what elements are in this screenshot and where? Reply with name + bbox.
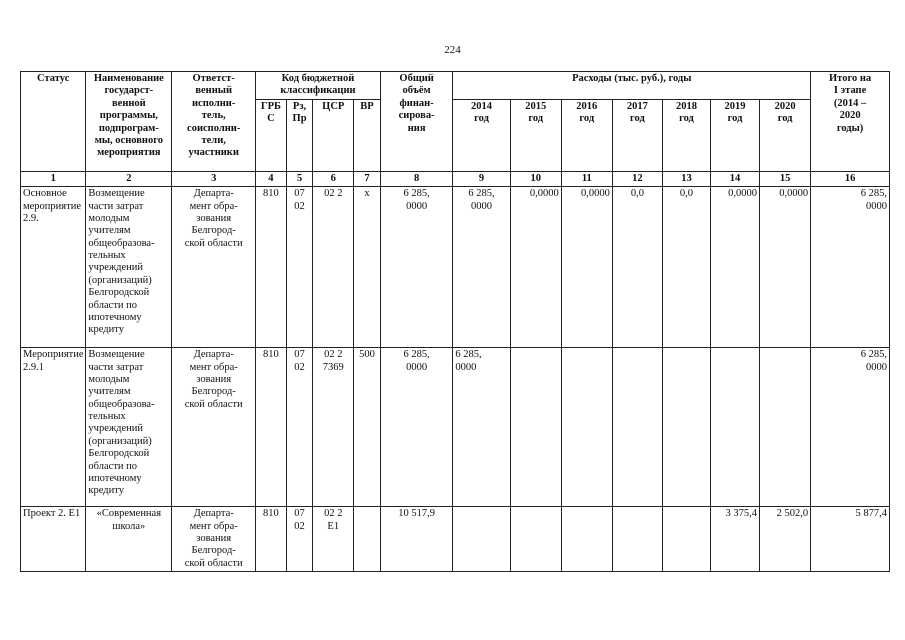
header-rzpr: Рз, Пр	[286, 99, 313, 171]
row-vr: х	[354, 187, 381, 348]
header-year-2018: 2018 год	[662, 99, 710, 171]
column-number: 13	[662, 171, 710, 186]
header-year-2019: 2019 год	[710, 99, 759, 171]
row-year-2015	[510, 348, 561, 507]
column-number: 6	[313, 171, 354, 186]
row-status: Мероприятие 2.9.1	[21, 348, 86, 507]
row-itogo: 5 877,4	[811, 507, 890, 572]
row-rzpr: 07 02	[286, 187, 313, 348]
row-year-2020: 0,0000	[760, 187, 811, 348]
column-number: 1	[21, 171, 86, 186]
column-number: 5	[286, 171, 313, 186]
header-grbs: ГРБ С	[256, 99, 287, 171]
row-year-2018	[662, 507, 710, 572]
table-row	[21, 187, 890, 348]
column-number: 14	[710, 171, 759, 186]
header-total-volume: Общий объём финан- сирова- ния	[380, 72, 453, 172]
row-vr: 500	[354, 348, 381, 507]
header-status: Статус	[21, 72, 86, 172]
header-year-2017: 2017 год	[612, 99, 662, 171]
row-total: 6 285, 0000	[380, 187, 453, 348]
row-executor: Департа- мент обра- зования Белгород- ской области	[172, 187, 256, 348]
row-name: Возмещение части затрат молодым учителям общеобразова- тельных учреждений (организаций) Белгородской области по ипотечному кредиту	[86, 187, 172, 348]
row-year-2014: 6 285, 0000	[453, 187, 510, 348]
column-number: 15	[760, 171, 811, 186]
table-row	[21, 348, 890, 507]
column-number: 4	[256, 171, 287, 186]
row-name: «Современная школа»	[86, 507, 172, 572]
row-itogo: 6 285, 0000	[811, 348, 890, 507]
row-executor: Департа- мент обра- зования Белгород- ской области	[172, 507, 256, 572]
row-itogo: 6 285, 0000	[811, 187, 890, 348]
column-number: 7	[354, 171, 381, 186]
header-budget-code: Код бюджетной классификации	[256, 72, 381, 100]
row-rzpr: 07 02	[286, 348, 313, 507]
row-year-2018: 0,0	[662, 187, 710, 348]
row-csr: 02 2 7369	[313, 348, 354, 507]
row-csr: 02 2 Е1	[313, 507, 354, 572]
row-year-2016	[561, 348, 612, 507]
page-number: 224	[444, 44, 461, 56]
column-number: 12	[612, 171, 662, 186]
row-status: Основное мероприятие 2.9.	[21, 187, 86, 348]
row-total: 10 517,9	[380, 507, 453, 572]
row-year-2016	[561, 507, 612, 572]
column-number: 2	[86, 171, 172, 186]
header-year-2016: 2016 год	[561, 99, 612, 171]
row-executor: Департа- мент обра- зования Белгород- ской области	[172, 348, 256, 507]
row-name: Возмещение части затрат молодым учителям общеобразова- тельных учреждений (организаций) Белгородской области по ипотечному кредиту	[86, 348, 172, 507]
header-year-2015: 2015 год	[510, 99, 561, 171]
row-rzpr: 07 02	[286, 507, 313, 572]
budget-table	[20, 71, 890, 572]
row-grbs: 810	[256, 507, 287, 572]
table-row	[21, 507, 890, 572]
row-year-2016: 0,0000	[561, 187, 612, 348]
row-vr	[354, 507, 381, 572]
row-year-2015	[510, 507, 561, 572]
header-vr: ВР	[354, 99, 381, 171]
column-number: 8	[380, 171, 453, 186]
row-total: 6 285, 0000	[380, 348, 453, 507]
row-year-2020: 2 502,0	[760, 507, 811, 572]
row-grbs: 810	[256, 187, 287, 348]
header-executor: Ответст- венный исполни- тель, соисполни- тели, участники	[172, 72, 256, 172]
column-number: 16	[811, 171, 890, 186]
row-year-2014: 6 285, 0000	[453, 348, 510, 507]
column-number: 3	[172, 171, 256, 186]
row-year-2015: 0,0000	[510, 187, 561, 348]
row-year-2017	[612, 507, 662, 572]
row-year-2017: 0,0	[612, 187, 662, 348]
column-number: 9	[453, 171, 510, 186]
header-itogo: Итого на I этапе (2014 – 2020 годы)	[811, 72, 890, 172]
column-number: 11	[561, 171, 612, 186]
row-year-2019	[710, 348, 759, 507]
header-expenses: Расходы (тыс. руб.), годы	[453, 72, 811, 100]
row-year-2014	[453, 507, 510, 572]
row-year-2019: 0,0000	[710, 187, 759, 348]
header-csr: ЦСР	[313, 99, 354, 171]
header-year-2014: 2014 год	[453, 99, 510, 171]
header-year-2020: 2020 год	[760, 99, 811, 171]
row-year-2020	[760, 348, 811, 507]
row-status: Проект 2. Е1	[21, 507, 86, 572]
row-year-2019: 3 375,4	[710, 507, 759, 572]
header-name: Наименование государст- венной программы, подпрограм- мы, основного мероприятия	[86, 72, 172, 172]
row-year-2018	[662, 348, 710, 507]
row-csr: 02 2	[313, 187, 354, 348]
row-year-2017	[612, 348, 662, 507]
row-grbs: 810	[256, 348, 287, 507]
column-number: 10	[510, 171, 561, 186]
